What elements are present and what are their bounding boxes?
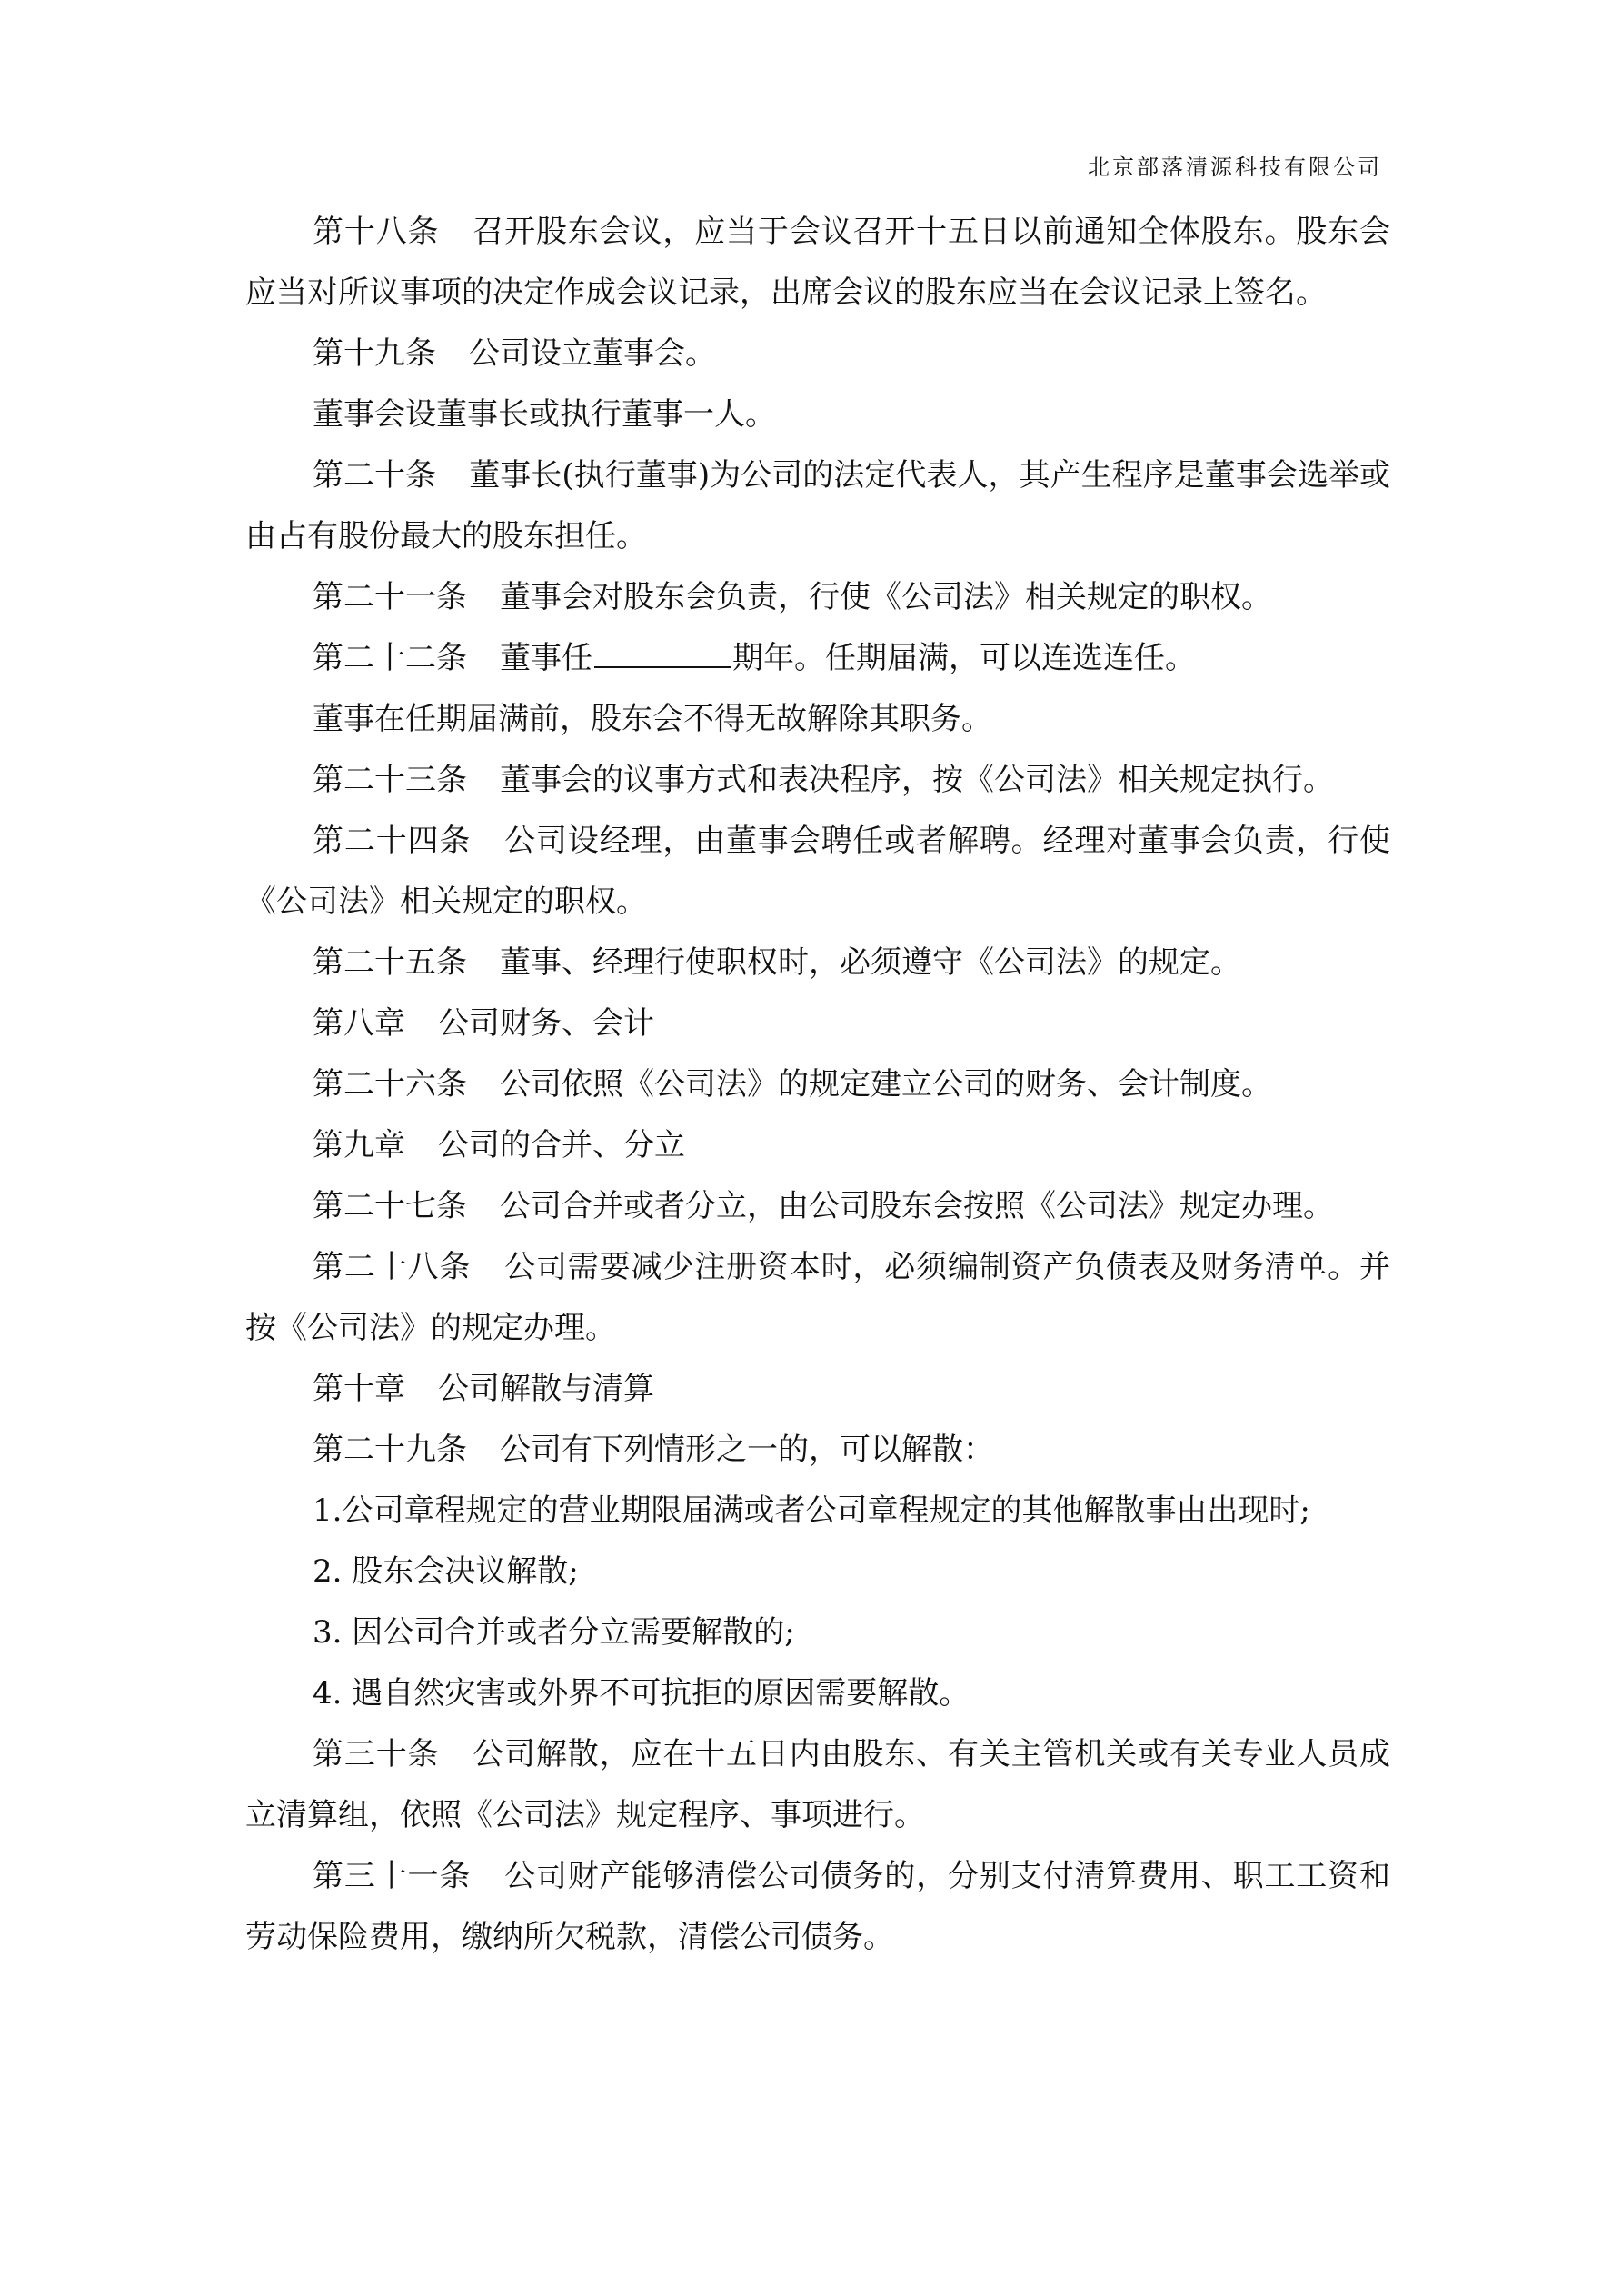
article-heading: 第二十六条	[313, 1066, 467, 1103]
article-text: 公司设经理，由董事会聘任或者解聘。经理对董事会负责，行使《公司法》相关规定的职权。	[245, 823, 1391, 920]
paragraph	[245, 689, 1390, 750]
list-item-text: 1.公司章程规定的营业期限届满或者公司章程规定的其他解散事由出现时;	[313, 1492, 1310, 1529]
article-30	[245, 1724, 1390, 1846]
chapter-title: 公司的合并、分立	[438, 1127, 685, 1163]
chapter-title: 公司财务、会计	[438, 1005, 654, 1042]
article-28	[245, 1237, 1390, 1359]
article-heading: 第二十三条	[313, 762, 467, 798]
paragraph-text: 董事会设董事长或执行董事一人。	[313, 396, 776, 433]
article-text-after-blank: 期年。任期届满，可以连选连任。	[732, 640, 1196, 676]
article-heading: 第二十一条	[313, 579, 467, 615]
chapter-heading: 第十章	[313, 1371, 405, 1407]
article-heading: 第二十八条	[313, 1249, 472, 1285]
list-item-text: 3. 因公司合并或者分立需要解散的;	[313, 1614, 795, 1651]
chapter-9	[245, 1115, 1390, 1176]
article-text: 董事、经理行使职权时，必须遵守《公司法》的规定。	[500, 944, 1241, 981]
chapter-10	[245, 1359, 1390, 1420]
paragraph-text: 董事在任期届满前，股东会不得无故解除其职务。	[313, 701, 992, 737]
article-25	[245, 933, 1390, 993]
article-27	[245, 1176, 1390, 1237]
article-23	[245, 750, 1390, 811]
paragraph	[245, 384, 1390, 445]
chapter-heading: 第九章	[313, 1127, 405, 1163]
list-item	[245, 1542, 1390, 1602]
article-text: 公司设立董事会。	[469, 335, 716, 372]
article-text: 董事会的议事方式和表决程序，按《公司法》相关规定执行。	[500, 762, 1334, 798]
article-heading: 第十八条	[313, 214, 440, 250]
article-18	[245, 202, 1390, 324]
article-heading: 第二十七条	[313, 1188, 467, 1224]
article-heading: 第三十条	[313, 1736, 440, 1772]
article-text: 公司需要减少注册资本时，必须编制资产负债表及财务清单。并按《公司法》的规定办理。	[245, 1249, 1391, 1346]
article-26	[245, 1054, 1390, 1115]
article-20	[245, 445, 1390, 567]
article-heading: 第二十二条	[313, 640, 467, 676]
article-heading: 第十九条	[313, 335, 436, 372]
list-item	[245, 1663, 1390, 1724]
article-heading: 第二十四条	[313, 823, 472, 859]
article-text: 董事会对股东会负责，行使《公司法》相关规定的职权。	[500, 579, 1272, 615]
article-text: 董事长(执行董事)为公司的法定代表人，其产生程序是董事会选举或由占有股份最大的股东担任。	[245, 457, 1390, 554]
document-body	[245, 202, 1390, 1968]
article-29	[245, 1420, 1390, 1481]
article-text-before-blank: 董事任	[500, 640, 592, 676]
article-text: 公司合并或者分立，由公司股东会按照《公司法》规定办理。	[500, 1188, 1334, 1224]
page-header-company: 北京部落清源科技有限公司	[1088, 155, 1382, 180]
article-text: 公司有下列情形之一的，可以解散：	[500, 1432, 994, 1468]
list-item	[245, 1481, 1390, 1542]
article-19	[245, 324, 1390, 384]
article-text: 公司解散，应在十五日内由股东、有关主管机关或有关专业人员成立清算组，依照《公司法》规定程序、事项进行。	[245, 1736, 1391, 1833]
article-text: 公司依照《公司法》的规定建立公司的财务、会计制度。	[500, 1066, 1272, 1103]
article-text: 公司财产能够清偿公司债务的，分别支付清算费用、职工工资和劳动保险费用，缴纳所欠税款，清偿公司债务。	[245, 1858, 1391, 1955]
list-item-text: 4. 遇自然灾害或外界不可抗拒的原因需要解散。	[313, 1675, 970, 1712]
article-heading: 第三十一条	[313, 1858, 472, 1894]
list-item	[245, 1602, 1390, 1663]
article-24	[245, 811, 1390, 933]
chapter-title: 公司解散与清算	[438, 1371, 654, 1407]
term-blank-field	[594, 641, 731, 668]
article-heading: 第二十条	[313, 457, 437, 494]
chapter-heading: 第八章	[313, 1005, 405, 1042]
list-item-text: 2. 股东会决议解散;	[313, 1553, 579, 1590]
article-heading: 第二十五条	[313, 944, 467, 981]
article-heading: 第二十九条	[313, 1432, 467, 1468]
article-31	[245, 1846, 1390, 1968]
article-21	[245, 567, 1390, 628]
article-22	[245, 628, 1390, 689]
article-text: 召开股东会议，应当于会议召开十五日以前通知全体股东。股东会应当对所议事项的决定作成会议记录，出席会议的股东应当在会议记录上签名。	[245, 214, 1391, 311]
chapter-8	[245, 993, 1390, 1054]
